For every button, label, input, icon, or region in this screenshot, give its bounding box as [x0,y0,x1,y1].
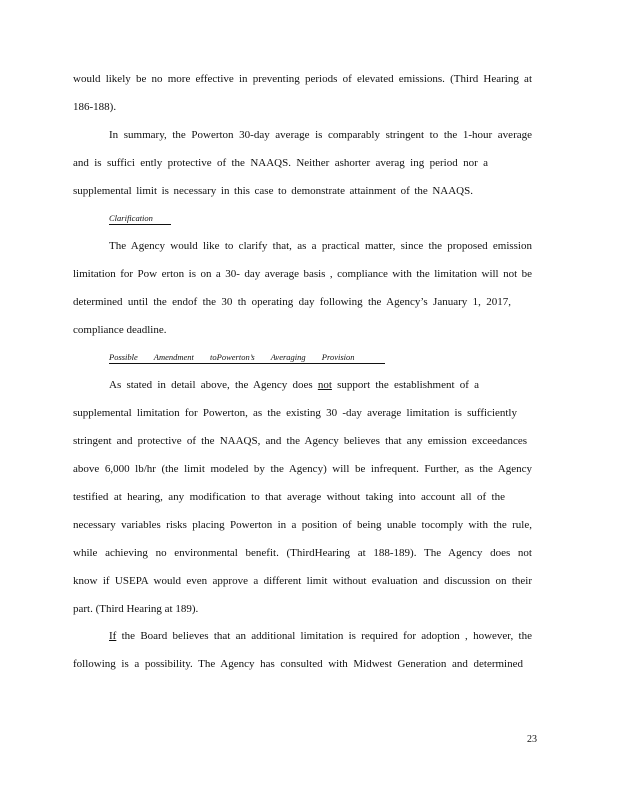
body-line: stringent and protective of the NAAQS, and the Agency believes that any emission exceedances [73,435,527,447]
body-line: supplemental limitation for Powerton, as the existing 30 -day average limitation is sufficiently [73,407,517,419]
body-line: testified at hearing, any modification to that average without taking into account all of the [73,491,505,503]
body-line: 186-188). [73,101,117,113]
paragraph-start-line: The Agency would like to clarify that, as a practical matter, since the proposed emission [109,240,532,252]
underlined-if: If [109,630,117,642]
support-text-after: support the establishment of a [331,379,479,391]
paragraph-start-line [109,629,532,643]
body-line: limitation for Pow erton is on a 30- day average basis , compliance with the limitation will not be [73,268,532,280]
board-text-after: the Board believes that an additional limitation is required for adoption , however, the [116,630,532,642]
body-line: supplemental limit is necessary in this case to demonstrate attainment of the NAAQS. [73,185,473,197]
body-line: following is a possibility. The Agency has consulted with Midwest Generation and determined [73,658,523,670]
section-heading-clarification: Clarification [109,213,171,225]
body-line: know if USEPA would even approve a different limit without evaluation and discussion on their [73,575,532,587]
paragraph-start-line [109,378,479,392]
body-line: above 6,000 lb/hr (the limit modeled by the Agency) will be infrequent. Further, as the Agency [73,463,532,475]
body-line: compliance deadline. [73,324,167,336]
underlined-not: not [317,379,332,391]
body-line: determined until the endof the 30 th operating day following the Agency’s January 1, 2017, [73,296,511,308]
body-line: would likely be no more effective in preventing periods of elevated emissions. (Third Hearing at [73,73,532,85]
support-text-before: As stated in detail above, the Agency does [109,379,318,391]
body-line: part. (Third Hearing at 189). [73,603,199,615]
body-line: while achieving no environmental benefit. (ThirdHearing at 188-189). The Agency does not [73,547,532,559]
section-heading-possible-amendment: Possible Amendment toPowerton’s Averaging Provision [109,352,385,364]
page-number: 23 [527,734,537,745]
body-line: and is suffici ently protective of the NAAQS. Neither ashorter averag ing period nor a [73,157,488,169]
body-line: necessary variables risks placing Powerton in a position of being unable tocomply with the rule, [73,519,532,531]
paragraph-start-line: In summary, the Powerton 30-day average is comparably stringent to the 1-hour average [109,129,532,141]
